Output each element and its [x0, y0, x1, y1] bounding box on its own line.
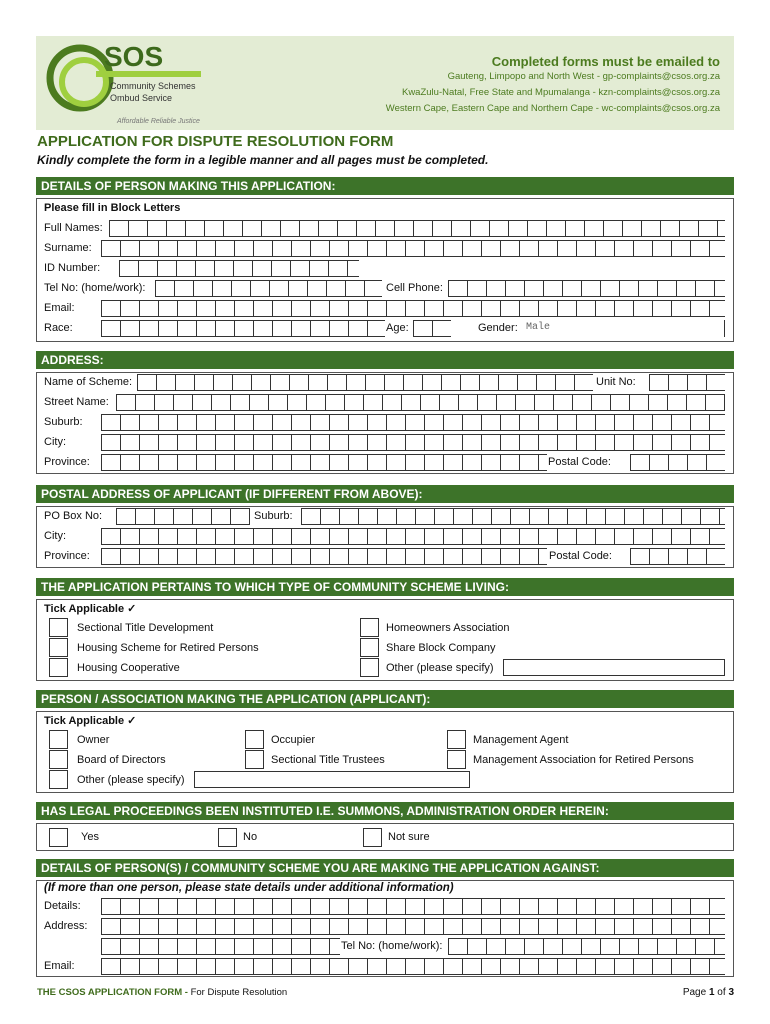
street-field[interactable]: [116, 394, 725, 411]
unit-no-label: Unit No:: [596, 376, 636, 388]
postal-code-field[interactable]: [630, 454, 725, 471]
checkbox-board-directors[interactable]: [49, 750, 68, 769]
cell-phone-field[interactable]: [448, 280, 725, 297]
section-address: [36, 372, 734, 474]
scheme-tick-label: Tick Applicable ✓: [44, 603, 137, 615]
logo-text: SOS: [104, 41, 164, 72]
option-legal-not-sure: Not sure: [388, 831, 430, 843]
checkbox-homeowners[interactable]: [360, 618, 379, 637]
age-label: Age:: [386, 322, 409, 334]
id-number-field[interactable]: [119, 260, 359, 277]
option-legal-yes: Yes: [81, 831, 99, 843]
checkbox-owner[interactable]: [49, 730, 68, 749]
footer-form-name-rest: For Dispute Resolution: [187, 987, 288, 998]
against-details-label: Details:: [44, 900, 81, 912]
full-names-field[interactable]: [109, 220, 725, 237]
postal-province-label: Province:: [44, 550, 90, 562]
email-line-wc: Western Cape, Eastern Cape and Northern Cape - wc-complaints@csos.org.za: [385, 103, 720, 114]
tel-label: Tel No: (home/work):: [44, 282, 146, 294]
checkbox-sectional-title[interactable]: [49, 618, 68, 637]
section-address-title: ADDRESS:: [36, 351, 734, 369]
full-names-label: Full Names:: [44, 222, 103, 234]
section-postal-title: POSTAL ADDRESS OF APPLICANT (IF DIFFERENT FROM ABOVE):: [36, 485, 734, 503]
province-field[interactable]: [101, 454, 547, 471]
checkbox-scheme-other[interactable]: [360, 658, 379, 677]
form-title: APPLICATION FOR DISPUTE RESOLUTION FORM: [37, 133, 394, 150]
checkbox-legal-no[interactable]: [218, 828, 237, 847]
id-number-label: ID Number:: [44, 262, 101, 274]
form-instruction: Kindly complete the form in a legible manner and all pages must be completed.: [37, 153, 489, 167]
csos-logo: [44, 40, 219, 126]
page-of: of: [714, 987, 729, 998]
against-address-label: Address:: [44, 920, 88, 932]
street-label: Street Name:: [44, 396, 109, 408]
option-homeowners: Homeowners Association: [386, 622, 510, 634]
section-scheme-type: [36, 599, 734, 681]
page-prefix: Page: [682, 987, 709, 998]
email-title: Completed forms must be emailed to: [491, 54, 720, 69]
option-management-association: Management Association for Retired Persons: [473, 754, 694, 766]
email-line-gp: Gauteng, Limpopo and North West - gp-complaints@csos.org.za: [447, 71, 720, 82]
checkbox-management-association[interactable]: [447, 750, 466, 769]
against-email-label: Email:: [44, 960, 75, 972]
checkbox-housing-retired[interactable]: [49, 638, 68, 657]
checkbox-applicant-other[interactable]: [49, 770, 68, 789]
checkbox-legal-not-sure[interactable]: [363, 828, 382, 847]
applicant-tick-label: Tick Applicable ✓: [44, 715, 137, 727]
option-share-block: Share Block Company: [386, 642, 496, 654]
page-current: 1: [708, 987, 715, 998]
section-person: [36, 198, 734, 342]
surname-label: Surname:: [44, 242, 92, 254]
option-housing-cooperative: Housing Cooperative: [77, 662, 180, 674]
header-banner: [36, 36, 734, 130]
postal-postal-code-field[interactable]: [630, 548, 725, 565]
logo-line2: Ombud Service: [110, 93, 173, 103]
logo-tagline: Affordable Reliable Justice: [117, 118, 200, 125]
scheme-name-field[interactable]: [137, 374, 593, 391]
postal-province-field[interactable]: [101, 548, 547, 565]
unit-no-field[interactable]: [649, 374, 725, 391]
province-label: Province:: [44, 456, 90, 468]
option-sectional-trustees: Sectional Title Trustees: [271, 754, 385, 766]
postal-code-label: Postal Code:: [548, 456, 611, 468]
city-field[interactable]: [101, 434, 725, 451]
against-address-field-2[interactable]: [101, 938, 340, 955]
option-owner: Owner: [77, 734, 110, 746]
gender-field[interactable]: [521, 320, 725, 337]
city-label: City:: [44, 436, 66, 448]
against-address-field[interactable]: [101, 918, 725, 935]
option-legal-no: No: [243, 831, 258, 843]
option-management-agent: Management Agent: [473, 734, 569, 746]
section-postal: [36, 506, 734, 568]
against-details-field[interactable]: [101, 898, 725, 915]
checkbox-legal-yes[interactable]: [49, 828, 68, 847]
option-housing-retired: Housing Scheme for Retired Persons: [77, 642, 259, 654]
against-note: (If more than one person, please state details under additional information): [44, 882, 454, 894]
race-field[interactable]: [101, 320, 385, 337]
logo-line1: Community Schemes: [110, 81, 196, 91]
email-field[interactable]: [101, 300, 725, 317]
block-letters-note: Please fill in Block Letters: [44, 202, 181, 214]
race-label: Race:: [44, 322, 73, 334]
checkbox-sectional-trustees[interactable]: [245, 750, 264, 769]
section-against: [36, 880, 734, 977]
section-against-title: DETAILS OF PERSON(S) / COMMUNITY SCHEME YOU ARE MAKING THE APPLICATION AGAINST:: [36, 859, 734, 877]
email-label: Email:: [44, 302, 75, 314]
cell-phone-label: Cell Phone:: [386, 282, 443, 294]
page-total: 3: [728, 987, 734, 998]
section-applicant: [36, 711, 734, 793]
pobox-field[interactable]: [116, 508, 250, 525]
suburb-label: Suburb:: [44, 416, 83, 428]
option-applicant-other: Other (please specify): [77, 774, 185, 786]
against-tel-field[interactable]: [448, 938, 725, 955]
section-legal: [36, 823, 734, 851]
footer-form-name-bold: THE CSOS APPLICATION FORM -: [37, 987, 188, 998]
checkbox-occupier[interactable]: [245, 730, 264, 749]
postal-suburb-field[interactable]: [301, 508, 725, 525]
email-line-kzn: KwaZulu-Natal, Free State and Mpumalanga - kzn-complaints@csos.org.za: [401, 87, 720, 98]
suburb-field[interactable]: [101, 414, 725, 431]
section-scheme-type-title: THE APPLICATION PERTAINS TO WHICH TYPE OF COMMUNITY SCHEME LIVING:: [36, 578, 734, 596]
surname-field[interactable]: [101, 240, 725, 257]
page-number: [683, 987, 734, 998]
scheme-other-input[interactable]: [503, 659, 725, 676]
section-person-title: DETAILS OF PERSON MAKING THIS APPLICATION:: [36, 177, 734, 195]
applicant-other-input[interactable]: [194, 771, 470, 788]
option-scheme-other: Other (please specify): [386, 662, 494, 674]
section-applicant-title: PERSON / ASSOCIATION MAKING THE APPLICATION (APPLICANT):: [36, 690, 734, 708]
pobox-label: PO Box No:: [44, 510, 103, 522]
option-occupier: Occupier: [271, 734, 316, 746]
option-sectional-title: Sectional Title Development: [77, 622, 214, 634]
postal-city-field[interactable]: [101, 528, 725, 545]
checkbox-management-agent[interactable]: [447, 730, 466, 749]
scheme-name-label: Name of Scheme:: [44, 376, 133, 388]
postal-suburb-label: Suburb:: [254, 510, 293, 522]
tel-field[interactable]: [155, 280, 382, 297]
postal-city-label: City:: [44, 530, 66, 542]
checkbox-share-block[interactable]: [360, 638, 379, 657]
postal-postal-code-label: Postal Code:: [549, 550, 612, 562]
option-board-directors: Board of Directors: [77, 754, 166, 766]
against-email-field[interactable]: [101, 958, 725, 975]
age-field[interactable]: [413, 320, 451, 337]
gender-label: Gender:: [478, 322, 518, 334]
against-tel-label: Tel No: (home/work):: [341, 940, 443, 952]
section-legal-title: HAS LEGAL PROCEEDINGS BEEN INSTITUTED I.E. SUMMONS, ADMINISTRATION ORDER HEREIN:: [36, 802, 734, 820]
gender-value: Male: [526, 322, 551, 333]
checkbox-housing-cooperative[interactable]: [49, 658, 68, 677]
footer-form-name: [37, 987, 287, 998]
